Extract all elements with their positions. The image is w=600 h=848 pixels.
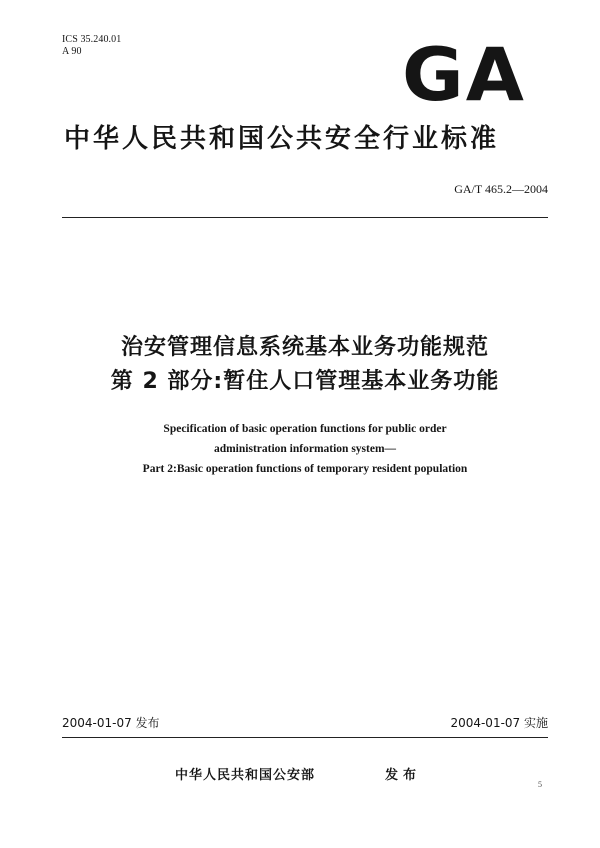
issuing-authority: 中华人民共和国公安部 xyxy=(175,768,316,783)
top-divider xyxy=(62,217,548,218)
english-title-line-1: Specification of basic operation functions for public order xyxy=(163,423,447,435)
english-title-line-2: administration information system— xyxy=(213,443,397,455)
english-title-line-3: Part 2:Basic operation functions of temporary resident population xyxy=(142,463,468,475)
publish-date: 2004-01-07 发布 xyxy=(62,716,160,730)
ccs-code: A 90 xyxy=(62,46,82,57)
implementation-date: 2004-01-07 实施 xyxy=(450,716,548,730)
ics-code: ICS 35.240.01 xyxy=(62,34,122,45)
issue-action-label: 发布 xyxy=(385,768,422,783)
chinese-title-line-1: 治安管理信息系统基本业务功能规范 xyxy=(120,335,489,360)
standard-number: GA/T 465.2—2004 xyxy=(454,182,548,196)
bottom-divider xyxy=(62,737,548,738)
ga-logo: GA xyxy=(402,33,527,118)
page-number: 5 xyxy=(538,780,542,789)
chinese-title-line-2: 第 2 部分:暂住人口管理基本业务功能 xyxy=(110,369,500,394)
classification-codes xyxy=(62,34,121,58)
national-standard-title: 中华人民共和国公共安全行业标准 xyxy=(64,124,500,154)
